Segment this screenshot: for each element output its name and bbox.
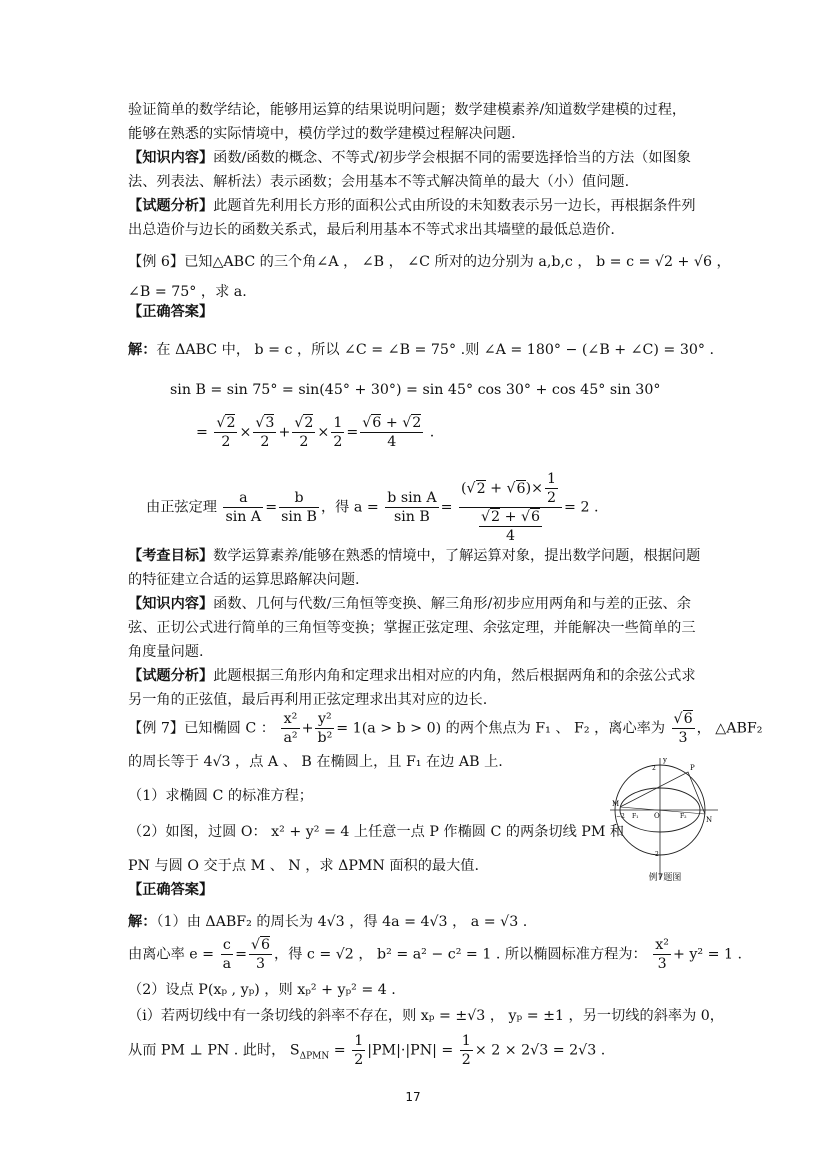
ex6-sine-law: 由正弦定理 $\frac{a}{\text{sin A}}$ = $\frac{b}{\text{sin B}}$ ，得 a = $\frac{\text{b sin A}}{\text{sin B}}$ = (√2 + √6)× $\frac{1}{2}$ $\frac{√2 + √6}{4}$ = 2 .: [146, 471, 599, 544]
page-number: 17: [405, 1090, 421, 1104]
ex7-l2: 的周长等于 4√3 ，点 A 、 B 在椭圆上，且 F₁ 在边 AB 上.: [128, 754, 503, 770]
ex7-head-c: ， △ABF₂: [696, 720, 763, 737]
svg-text:F₂: F₂: [680, 813, 687, 820]
analysis2-line-1: [128, 666, 696, 686]
ex6-head: 【例 6】已知△ABC 的三个角∠A ， ∠B ， ∠C 所对的边分别为 a,b,c ， b = c = √2 + √6 ，: [128, 254, 731, 270]
svg-text:F₁: F₁: [632, 813, 639, 820]
ex7-head: 【例 7】已知椭圆 C ： $\frac{\text{x²}}{\text{a²}}$ + $\frac{\text{y²}}{\text{b²}}$ = 1(a > b > 0) 的两个焦点为 F₁ 、 F₂ ，离心率为 $\frac{√6}{3}$ ， △ABF₂: [128, 711, 763, 746]
ex7-s2a: 由离心率: [128, 946, 185, 963]
ex7-s1-text: （1）由 ΔABF₂ 的周长为 4√3 ，得 4a = 4√3 ， a = √3 .: [156, 914, 528, 930]
ex7-head-b: 的两个焦点为 F₁ 、 F₂ ，离心率为: [445, 720, 666, 737]
ex6-sol3-text: 由正弦定理: [146, 499, 217, 516]
ex7-s5a: 从而 PM ⊥ PN . 此时，: [128, 1042, 286, 1059]
analysis1-text: 此题首先利用长方形的面积公式由所设的未知数表示另一边长，再根据条件列: [213, 198, 696, 214]
analysis2-line-2: 另一角的正弦值，最后再利用正弦定理求出其对应的边长.: [128, 692, 488, 708]
solution-label: 解：: [128, 914, 157, 930]
svg-text:N: N: [706, 816, 713, 824]
intro-line-1: 验证简单的数学结论，能够用运算的结果说明问题；数学建模素养/知道数学建模的过程，: [128, 102, 687, 118]
ex7-answer-tag: 【正确答案】: [128, 882, 214, 898]
analysis1-line-1: [128, 196, 696, 216]
svg-text:y: y: [663, 756, 667, 764]
ex6-sol2: sin B = sin 75° = sin(45° + 30°) = sin 45° cos 30° + cos 45° sin 30°: [170, 382, 661, 398]
ex7-s5b: |PM|·|PN| =: [367, 1042, 454, 1059]
ex7-s2b: ，得 c = √2 ， b² = a² − c² = 1 . 所以椭圆标准方程为：: [274, 946, 647, 963]
ex6-sol2-expansion: = $\frac{√2}{2}$ × $\frac{√3}{2}$ + $\frac{√2}{2}$ × $\frac{1}{2}$ = $\frac{√6 + √2}{4}$ .: [196, 415, 435, 450]
svg-text:O: O: [654, 812, 660, 820]
ex6-sol1: 在 ΔABC 中， b = c ，所以 ∠C = ∠B = 75° .则 ∠A = 180° − (∠B + ∠C) = 30° .: [156, 342, 714, 358]
ex6-sol3b-text: ，得: [320, 499, 350, 516]
knowledge2-line-3: 角度量问题.: [128, 644, 204, 660]
section-tag: 【知识内容】: [128, 596, 214, 612]
svg-text:2: 2: [652, 765, 656, 772]
ex6-answer-tag: 【正确答案】: [128, 304, 214, 320]
svg-text:−2: −2: [616, 813, 625, 820]
knowledge2-line-2: 弦、正切公式进行简单的三角恒等变换；掌握正弦定理、余弦定理，并能解决一些简单的三: [128, 620, 696, 636]
ex7-s3: （2）设点 P(xₚ , yₚ) ，则 xₚ² + yₚ² = 4 .: [128, 982, 396, 998]
goal2-line-1: [128, 546, 700, 566]
figure-caption: 例7题图: [648, 873, 682, 883]
analysis1-line-2: 出总造价与边长的函数关系式，最后利用基本不等式求出其墙壁的最低总造价.: [128, 222, 615, 238]
section-tag: 【试题分析】: [128, 198, 214, 214]
knowledge1-line-2: 法、列表法、解析法）表示函数；会用基本不等式解决简单的最大（小）值问题.: [128, 174, 630, 190]
solution-label: 解：: [128, 342, 157, 358]
ex7-s1: [128, 912, 527, 932]
knowledge2-text: 函数、几何与代数/三角恒等变换、解三角形/初步应用两角和与差的正弦、余: [213, 596, 691, 612]
analysis2-text: 此题根据三角形内角和定理求出相对应的内角，然后根据两角和的余弦公式求: [213, 668, 696, 684]
ex7-s5c: × 2 × 2√3 = 2√3 .: [474, 1042, 606, 1059]
knowledge2-line-1: [128, 594, 691, 614]
ex7-s2c: + y² = 1 .: [672, 946, 743, 963]
intro-line-2: 能够在熟悉的实际情境中，模仿学过的数学建模过程解决问题.: [128, 126, 516, 142]
section-tag: 【试题分析】: [128, 668, 214, 684]
ex7-s2: 由离心率 e = $\frac{c}{a}$ = $\frac{√6}{3}$ ，得 c = √2 ， b² = a² − c² = 1 . 所以椭圆标准方程为： $\frac{\text{x²}}{3}$ + y² = 1 .: [128, 937, 743, 972]
ellipse-diagram: [610, 752, 720, 882]
knowledge1-line-1: [128, 148, 691, 168]
svg-text:−2: −2: [650, 851, 659, 858]
ex6-solution-line-1: [128, 340, 714, 360]
goal2-text: 数学运算素养/能够在熟悉的情境中，了解运算对象，提出数学问题，根据问题: [213, 548, 701, 564]
svg-text:M: M: [612, 800, 620, 808]
ex7-s5: 从而 PM ⊥ PN . 此时， $S_{\Delta PMN}$ = $\frac{1}{2}$ |PM|·|PN| = $\frac{1}{2}$ × 2 × 2√3 = 2√3 .: [128, 1033, 606, 1068]
section-tag: 【知识内容】: [128, 150, 214, 166]
svg-text:P: P: [690, 764, 695, 772]
ex6-cond: ∠B = 75° ，求 a.: [128, 284, 247, 300]
ex7-q2: （2）如图，过圆 O： x² + y² = 4 上任意一点 P 作椭圆 C 的两条切线 PM 和: [128, 824, 625, 840]
ex7-q2b: PN 与圆 O 交于点 M 、 N ，求 ΔPMN 面积的最大值.: [128, 858, 479, 874]
goal2-line-2: 的特征建立合适的运算思路解决问题.: [128, 572, 360, 588]
ellipse-figure: [610, 752, 720, 882]
knowledge1-text: 函数/函数的概念、不等式/初步学会根据不同的需要选择恰当的方法（如图象: [213, 150, 691, 166]
ex7-head-a: 【例 7】已知椭圆 C ：: [128, 720, 275, 737]
section-tag: 【考查目标】: [128, 548, 214, 564]
ex7-s4: （i）若两切线中有一条切线的斜率不存在，则 xₚ = ±√3 ， yₚ = ±1 ，另一切线的斜率为 0，: [128, 1008, 724, 1024]
ex7-q1: （1）求椭圆 C 的标准方程；: [128, 788, 313, 804]
